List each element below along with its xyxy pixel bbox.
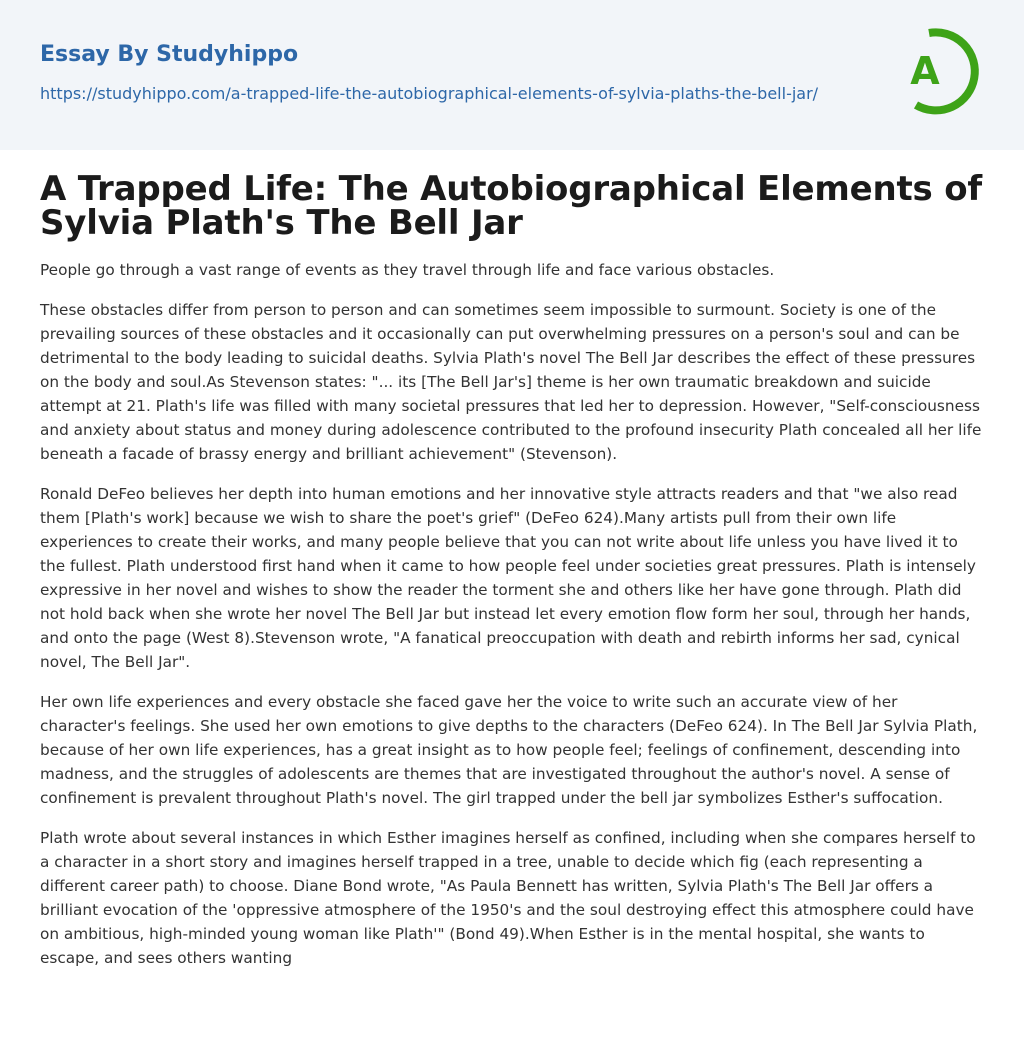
logo-letter: A xyxy=(910,49,940,93)
site-header xyxy=(0,0,1024,150)
article xyxy=(0,169,1024,970)
article-title: A Trapped Life: The Autobiographical Elements of Sylvia Plath's The Bell Jar xyxy=(40,169,982,243)
article-paragraph: Plath wrote about several instances in which Esther imagines herself as confined, including when she compares herself to a character in a short story and imagines herself trapped in a tree, unable to decide which fig (each representing a different career path) to choose. Diane Bond wrote, "As Paula Bennett has written, Sylvia Plath's The Bell Jar offers a brilliant evocation of the 'oppressive atmosphere of the 1950's and the soul destroying effect this atmosphere could have on ambitious, high-minded young woman like Plath'" (Bond 49).When Esther is in the mental hospital, she wants to escape, and sees others wanting xyxy=(40,829,976,967)
studyhippo-logo-icon[interactable] xyxy=(896,27,986,117)
brand-title: Essay By Studyhippo xyxy=(40,42,299,67)
article-paragraph: Her own life experiences and every obstacle she faced gave her the voice to write such an accurate view of her character's feelings. She used her own emotions to give depths to the characters (DeFeo 624). In The Bell Jar Sylvia Plath, because of her own life experiences, has a great insight as to how people feel; feelings of confinement, descending into madness, and the struggles of adolescents are themes that are investigated throughout the author's novel. A sense of confinement is prevalent throughout Plath's novel. The girl trapped under the bell jar symbolizes Esther's suffocation. xyxy=(40,693,978,807)
article-paragraph: Ronald DeFeo believes her depth into human emotions and her innovative style attracts readers and that "we also read them [Plath's work] because we wish to share the poet's grief" (DeFeo 624).Many artists pull from their own life experiences to create their works, and many people believe that you can not write about life unless you have lived it to the fullest. Plath understood first hand when it came to how people feel under societies great pressures. Plath is intensely expressive in her novel and wishes to show the reader the torment she and others like her have gone through. Plath did not hold back when she wrote her novel The Bell Jar but instead let every emotion flow form her soul, through her hands, and onto the page (West 8).Stevenson wrote, "A fanatical preoccupation with death and rebirth informs her sad, cynical novel, The Bell Jar". xyxy=(40,485,976,671)
article-paragraph: These obstacles differ from person to person and can sometimes seem impossible to surmount. Society is one of the prevailing sources of these obstacles and it occasionally can put overwhelming pressures on a person's soul and can be detrimental to the body leading to suicidal deaths. Sylvia Plath's novel The Bell Jar describes the effect of these pressures on the body and soul.As Stevenson states: "... its [The Bell Jar's] theme is her own traumatic breakdown and suicide attempt at 21. Plath's life was filled with many societal pressures that led her to depression. However, "Self-consciousness and anxiety about status and money during adolescence contributed to the profound insecurity Plath concealed all her life beneath a facade of brassy energy and brilliant achievement" (Stevenson). xyxy=(40,301,982,463)
source-url-link[interactable]: https://studyhippo.com/a-trapped-life-the-autobiographical-elements-of-sylvia-plaths-the-bell-jar/ xyxy=(40,84,819,103)
article-paragraph: People go through a vast range of events as they travel through life and face various obstacles. xyxy=(40,261,775,279)
